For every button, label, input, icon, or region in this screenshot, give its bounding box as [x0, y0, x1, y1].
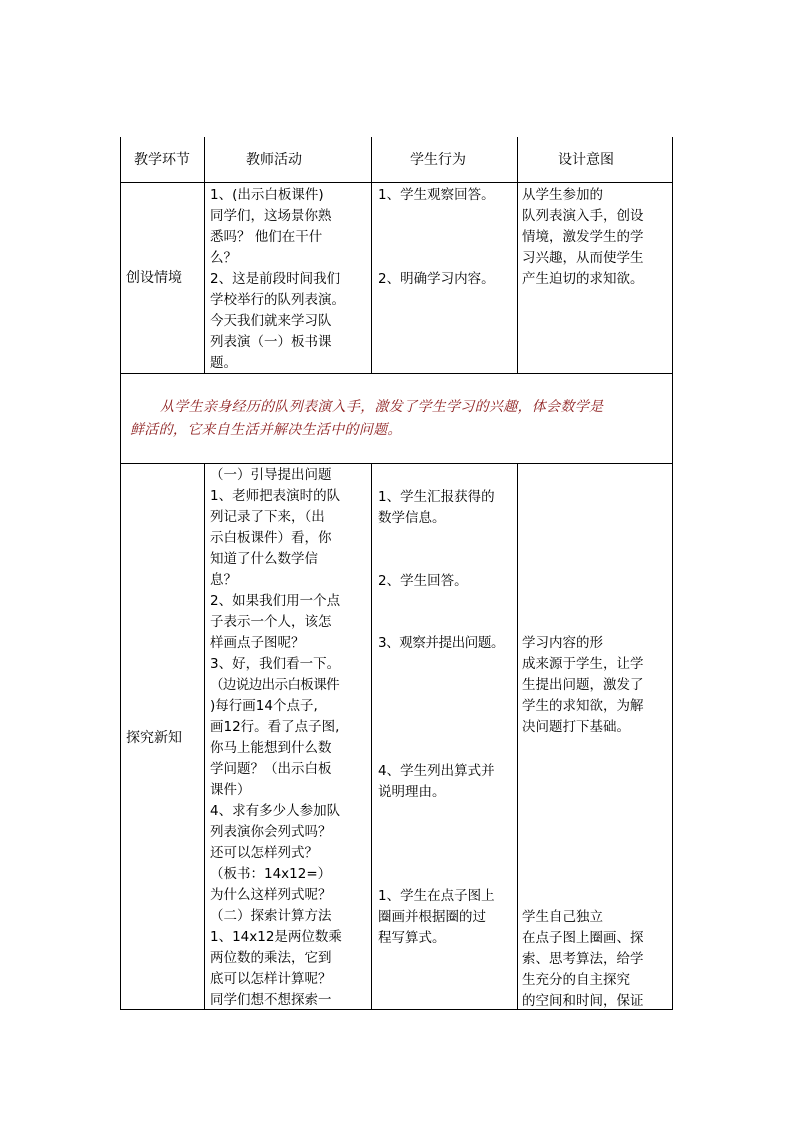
row2-teacher: （一）引导提出问题 1、老师把表演时的队 列记录了下来，（出 示白板课件）看，你 知道了什么数学信 息？ 2、如果我们用一个点 子表示一个人，该怎 样画点子图呢？ 3、好，我们看一下。 （边说边出示白板课件 )每行画14个点子, 画12行。看了点子图, 你马上能想到什么数 学问题？（出示白板 课件） 4、求有多少人参加队 列表演你会列式吗？ 还可以怎样列式？ （板书：14x12=） 为什么这样列式呢？ （二）探索计算方法 1、14x12是两位数乘 两位数的乘法，它到 底可以怎样计算呢？ 同学们想不想探索一	[210, 467, 342, 1008]
row1-student: 1、学生观察回答。 2、明确学习内容。	[378, 187, 495, 287]
row2-stage: 探究新知	[126, 730, 182, 746]
row2-student-3: 3、观察并提出问题。	[378, 635, 505, 651]
row2-intent-2: 学生自己独立 在点子图上圈画、探 索、思考算法，给学 生充分的自主探究 的空间和时间，保证	[522, 909, 644, 1009]
header-stage: 教学环节	[134, 152, 190, 168]
header-intent: 设计意图	[558, 152, 614, 168]
row1-teacher: 1、(出示白板课件) 同学们，这场景你熟 悉吗？ 他们在干什 么？ 2、这是前段时间我们 学校举行的队列表演。 今天我们就来学习队 列表演（一）板书课 题。	[210, 187, 345, 371]
column-divider-1	[204, 137, 205, 373]
note-bottom-line	[120, 463, 673, 464]
row2-student-1: 1、学生汇报获得的 数学信息。	[378, 489, 495, 526]
row2-student-4: 4、学生列出算式并 说明理由。	[378, 763, 495, 800]
row2-student-5: 1、学生在点子图上 圈画并根据圈的过 程写算式。	[378, 888, 495, 946]
table-border-left	[120, 137, 121, 1010]
header-teacher: 教师活动	[246, 152, 302, 168]
row2-student-2: 2、学生回答。	[378, 573, 468, 589]
table-border-right	[672, 137, 673, 1010]
reflection-note: 从学生亲身经历的队列表演入手，激发了学生学习的兴趣，体会数学是 鲜活的，它来自生活并解决生活中的问题。	[130, 399, 604, 438]
row1-stage: 创设情境	[126, 270, 182, 286]
header-bottom-line	[120, 182, 673, 183]
row2-intent-1: 学习内容的形 成来源于学生，让学 生提出问题，激发了 学生的求知欲，为解 决问题打下基础。	[522, 635, 644, 735]
row1-bottom-line	[120, 373, 673, 374]
row1-intent: 从学生参加的 队列表演入手，创设 情境，激发学生的学 习兴趣，从而使学生 产生迫切的求知欲。	[522, 187, 644, 287]
header-student: 学生行为	[410, 152, 466, 168]
column-divider-1b	[204, 463, 205, 1010]
